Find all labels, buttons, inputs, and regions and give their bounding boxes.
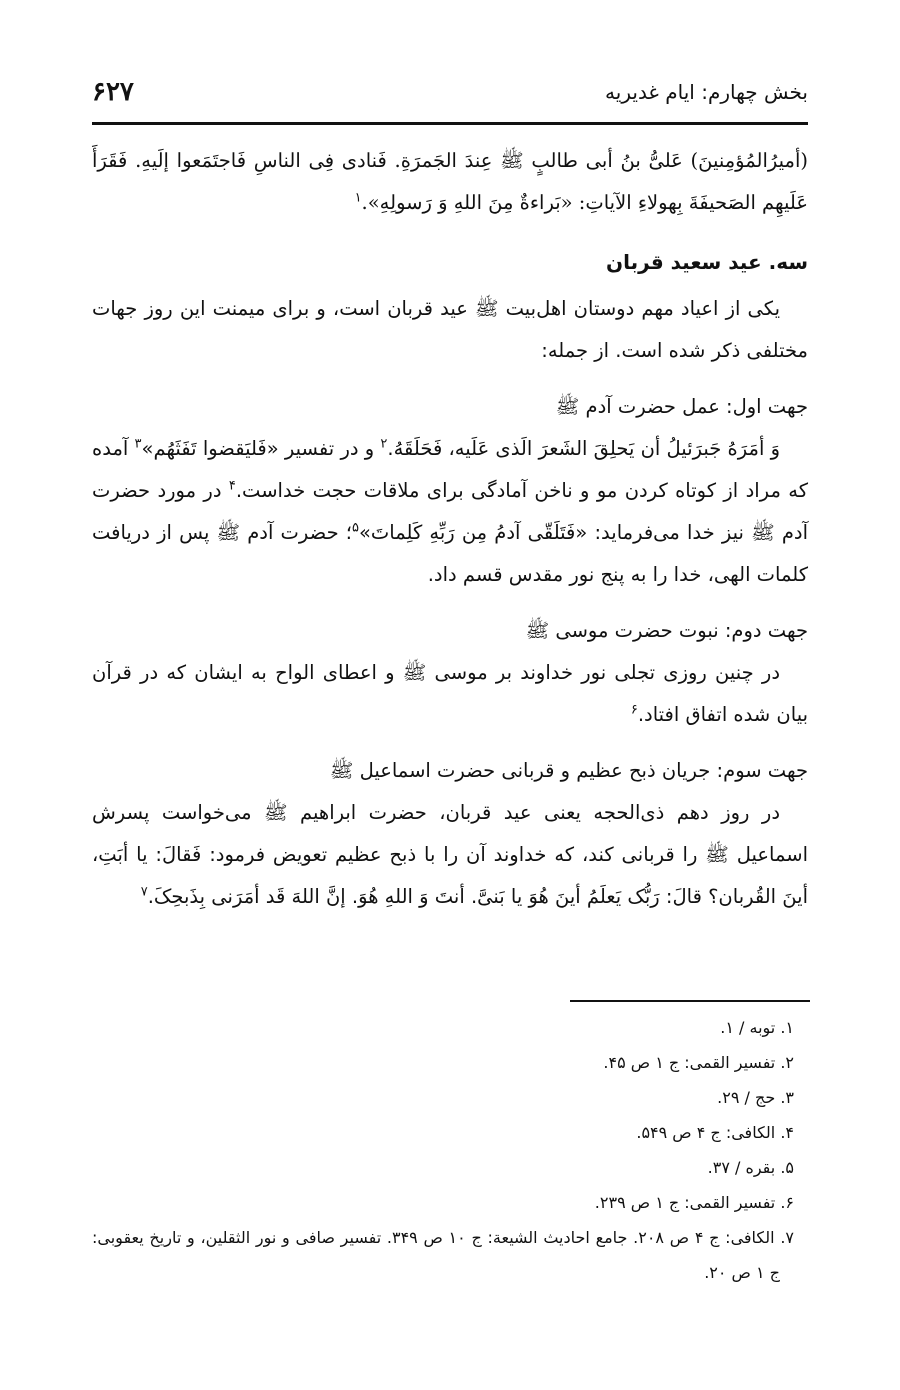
footnote-ref[interactable]: ۵: [352, 520, 359, 536]
footnote-ref[interactable]: ۲: [380, 436, 388, 452]
aspect-paragraph: [92, 792, 808, 918]
footnote-item: ۴. الکافی: ج ۴ ص ۵۴۹.: [636, 1123, 794, 1142]
footnote-item: ۷. الکافی: ج ۴ ص ۲۰۸. جامع احادیث الشیعة: ج ۱۰ ص ۳۴۹. تفسیر صافی و نور الثقلین، و تاریخ یعقوبی: ج ۱ ص ۲۰.: [92, 1228, 794, 1282]
running-header: [92, 70, 808, 114]
intro-paragraph: یکی از اعیاد مهم دوستان اهل‌بیت ﷺ عید قربان است، و برای میمنت این روز جهات مختلفی ذکر شده است. از جمله:: [92, 297, 808, 362]
footnote-item: ۶. تفسیر القمی: ج ۱ ص ۲۳۹.: [594, 1193, 794, 1212]
aspect-title: جهت اول: عمل حضرت آدم ﷺ: [555, 395, 808, 418]
footnote-ref[interactable]: ۷: [140, 884, 148, 900]
section-heading: سه. عید سعید قربان: [606, 250, 808, 274]
footnote-item: ۳. حج / ۲۹.: [717, 1088, 794, 1107]
opening-arabic-paragraph: [92, 140, 808, 224]
footnote-list: [92, 1010, 808, 1290]
footnotes: [92, 1010, 808, 1290]
section-title: بخش چهارم: ایام غدیریه: [605, 80, 808, 104]
footnote-rule: [570, 1000, 810, 1002]
aspect-text: وَ أمَرَهُ جَبرَئیلُ أن یَحلِقَ الشَعرَ الَذی عَلَیه، فَحَلَقَهُ.: [387, 437, 781, 460]
header-rule: [92, 122, 808, 125]
aspect-text: در روز دهم ذی‌الحجه یعنی عید قربان، حضرت ابراهیم ﷺ می‌خواست پسرش اسماعیل ﷺ را قربانی کند، که خداوند آن را با ذبح عظیم تعویض فرمود: فَقالَ: یا أبَتِ، أینَ القُربان؟ قالَ: رَبُّک یَعلَمُ أینَ هُوَ یا بَنیَّ. أنتَ وَ اللهِ هُوَ. إنَّ اللهَ قَد أمَرَنی بِذَبحِکَ.: [92, 801, 808, 908]
aspect-text: آمده که مراد از کوتاه کردن مو و ناخن آمادگی برای ملاقات حجت خداست.: [92, 437, 808, 502]
footnote-ref[interactable]: ۳: [134, 436, 142, 452]
aspect-paragraph: [92, 428, 808, 596]
aspect-title: جهت سوم: جریان ذبح عظیم و قربانی حضرت اسماعیل ﷺ: [329, 759, 808, 782]
page-number: ۶۲۷: [92, 77, 134, 107]
aspect-title: جهت دوم: نبوت حضرت موسی ﷺ: [525, 619, 808, 642]
footnote-ref[interactable]: ۶: [630, 702, 638, 718]
footnote-item: ۵. بقره / ۳۷.: [707, 1158, 794, 1177]
footnote-item: ۱. توبه / ۱.: [720, 1018, 794, 1037]
footnote-ref[interactable]: ۴: [228, 478, 236, 494]
body-text: [92, 140, 808, 918]
footnote-ref[interactable]: ۱: [354, 190, 362, 206]
aspect-text: در مورد حضرت آدم ﷺ نیز خدا می‌فرماید: «فَتَلَقّی آدمُ مِن رَبِّهِ کَلِماتَ»: [92, 479, 808, 544]
footnote-item: ۲. تفسیر القمی: ج ۱ ص ۴۵.: [603, 1053, 794, 1072]
aspects-list: [92, 386, 808, 918]
aspect-text: ؛ حضرت آدم ﷺ پس از دریافت کلمات الهی، خدا را به پنج نور مقدس قسم داد.: [92, 521, 808, 586]
aspect-text: و در تفسیر «فَلیَقضوا تَفَثَهُم»: [141, 437, 381, 460]
aspect-text: در چنین روزی تجلی نور خداوند بر موسی ﷺ و اعطای الواح به ایشان که در قرآن بیان شده اتفاق افتاد.: [92, 661, 808, 726]
opening-arabic-text: (أمیرُالمُؤمِنینَ) عَلیُّ بنُ أبی طالبٍ ﷺ عِندَ الجَمرَةِ. فَنادی فِی الناسِ فَاجتَمَعوا إلَیهِ. فَقَرَأَ عَلَیهِم الصَحیفَةَ بِهولاءِ الآیاتِ: «بَراءةٌ مِنَ اللهِ وَ رَسولِهِ».: [92, 149, 808, 214]
aspect-paragraph: [92, 652, 808, 736]
